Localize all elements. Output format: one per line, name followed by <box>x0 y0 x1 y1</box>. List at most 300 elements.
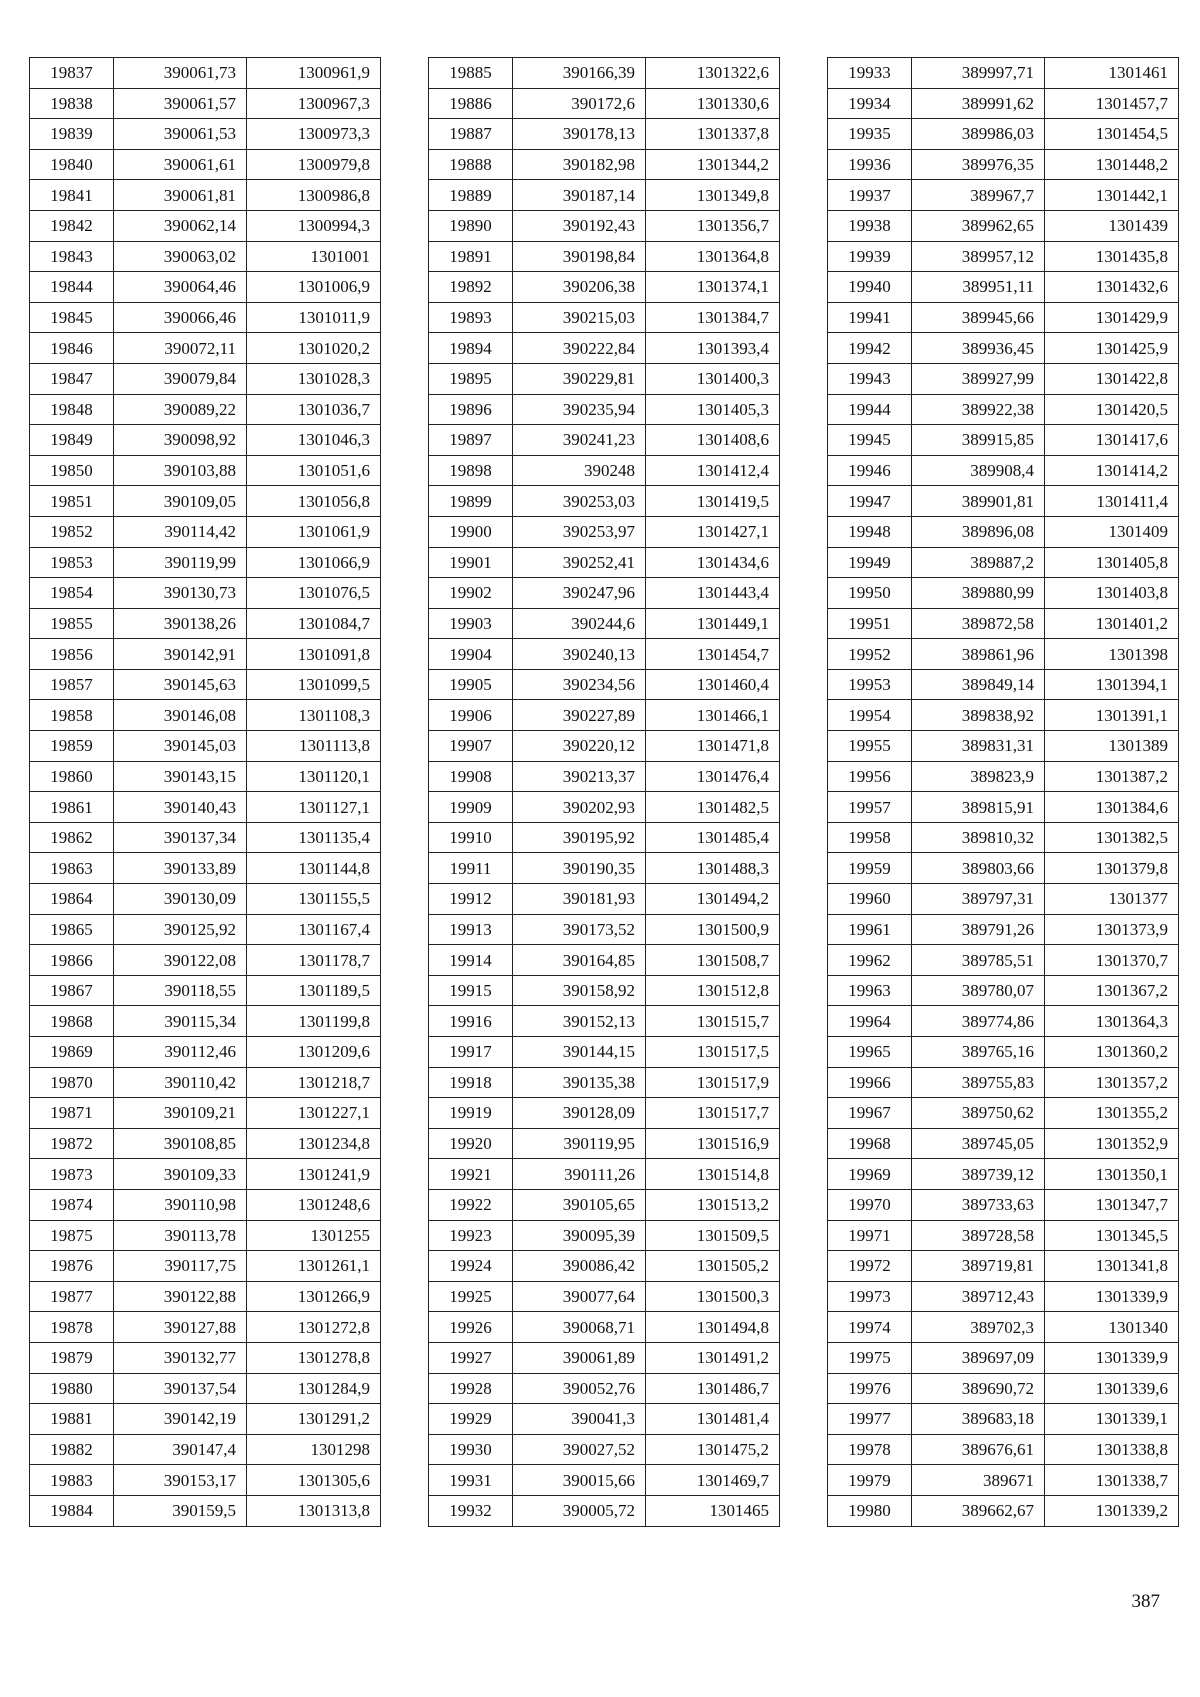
y-coordinate-cell: 1301393,4 <box>646 333 780 364</box>
x-coordinate-cell: 390061,53 <box>114 119 247 150</box>
point-number-cell: 19886 <box>429 88 513 119</box>
table-row <box>828 669 1179 700</box>
table-row <box>429 669 780 700</box>
y-coordinate-cell: 1301357,2 <box>1045 1067 1179 1098</box>
y-coordinate-cell: 1301505,2 <box>646 1251 780 1282</box>
table-row <box>429 455 780 486</box>
x-coordinate-cell: 390190,35 <box>513 853 646 884</box>
y-coordinate-cell: 1301255 <box>247 1220 381 1251</box>
point-number-cell: 19947 <box>828 486 912 517</box>
table-row <box>429 149 780 180</box>
point-number-cell: 19944 <box>828 394 912 425</box>
point-number-cell: 19871 <box>30 1098 114 1129</box>
y-coordinate-cell: 1301405,8 <box>1045 547 1179 578</box>
table-row <box>429 1281 780 1312</box>
point-number-cell: 19954 <box>828 700 912 731</box>
y-coordinate-cell: 1301377 <box>1045 884 1179 915</box>
table-row <box>429 822 780 853</box>
y-coordinate-cell: 1301481,4 <box>646 1404 780 1435</box>
x-coordinate-cell: 390119,95 <box>513 1128 646 1159</box>
table-row <box>828 1342 1179 1373</box>
x-coordinate-cell: 390182,98 <box>513 149 646 180</box>
x-coordinate-cell: 389901,81 <box>912 486 1045 517</box>
point-number-cell: 19885 <box>429 58 513 89</box>
x-coordinate-cell: 389908,4 <box>912 455 1045 486</box>
y-coordinate-cell: 1301434,6 <box>646 547 780 578</box>
point-number-cell: 19859 <box>30 731 114 762</box>
point-number-cell: 19940 <box>828 272 912 303</box>
y-coordinate-cell: 1301517,7 <box>646 1098 780 1129</box>
coordinate-table-2 <box>428 57 780 1527</box>
x-coordinate-cell: 389922,38 <box>912 394 1045 425</box>
x-coordinate-cell: 390114,42 <box>114 516 247 547</box>
table-row <box>429 1189 780 1220</box>
y-coordinate-cell: 1301313,8 <box>247 1495 381 1526</box>
y-coordinate-cell: 1301442,1 <box>1045 180 1179 211</box>
x-coordinate-cell: 390061,81 <box>114 180 247 211</box>
x-coordinate-cell: 390153,17 <box>114 1465 247 1496</box>
point-number-cell: 19866 <box>30 945 114 976</box>
table-row <box>429 394 780 425</box>
point-number-cell: 19962 <box>828 945 912 976</box>
table-row <box>828 1128 1179 1159</box>
table-row <box>828 1434 1179 1465</box>
x-coordinate-cell: 389849,14 <box>912 669 1045 700</box>
x-coordinate-cell: 390164,85 <box>513 945 646 976</box>
x-coordinate-cell: 390145,63 <box>114 669 247 700</box>
table-row <box>30 884 381 915</box>
point-number-cell: 19898 <box>429 455 513 486</box>
x-coordinate-cell: 390109,33 <box>114 1159 247 1190</box>
x-coordinate-cell: 390220,12 <box>513 731 646 762</box>
y-coordinate-cell: 1301514,8 <box>646 1159 780 1190</box>
table-row <box>30 1312 381 1343</box>
y-coordinate-cell: 1301476,4 <box>646 761 780 792</box>
point-number-cell: 19914 <box>429 945 513 976</box>
y-coordinate-cell: 1301227,1 <box>247 1098 381 1129</box>
point-number-cell: 19960 <box>828 884 912 915</box>
x-coordinate-cell: 389676,61 <box>912 1434 1045 1465</box>
x-coordinate-cell: 390248 <box>513 455 646 486</box>
y-coordinate-cell: 1301417,6 <box>1045 425 1179 456</box>
table-row <box>828 945 1179 976</box>
y-coordinate-cell: 1301127,1 <box>247 792 381 823</box>
y-coordinate-cell: 1301341,8 <box>1045 1251 1179 1282</box>
x-coordinate-cell: 390110,42 <box>114 1067 247 1098</box>
y-coordinate-cell: 1301387,2 <box>1045 761 1179 792</box>
table-row <box>429 731 780 762</box>
x-coordinate-cell: 390105,65 <box>513 1189 646 1220</box>
point-number-cell: 19948 <box>828 516 912 547</box>
point-number-cell: 19931 <box>429 1465 513 1496</box>
y-coordinate-cell: 1301337,8 <box>646 119 780 150</box>
point-number-cell: 19870 <box>30 1067 114 1098</box>
x-coordinate-cell: 390158,92 <box>513 975 646 1006</box>
y-coordinate-cell: 1300986,8 <box>247 180 381 211</box>
point-number-cell: 19903 <box>429 608 513 639</box>
point-number-cell: 19970 <box>828 1189 912 1220</box>
y-coordinate-cell: 1301330,6 <box>646 88 780 119</box>
point-number-cell: 19950 <box>828 578 912 609</box>
point-number-cell: 19965 <box>828 1037 912 1068</box>
x-coordinate-cell: 389815,91 <box>912 792 1045 823</box>
table-row <box>828 394 1179 425</box>
y-coordinate-cell: 1301482,5 <box>646 792 780 823</box>
y-coordinate-cell: 1301305,6 <box>247 1465 381 1496</box>
point-number-cell: 19967 <box>828 1098 912 1129</box>
point-number-cell: 19934 <box>828 88 912 119</box>
table-row <box>828 792 1179 823</box>
point-number-cell: 19939 <box>828 241 912 272</box>
y-coordinate-cell: 1301471,8 <box>646 731 780 762</box>
x-coordinate-cell: 390066,46 <box>114 302 247 333</box>
y-coordinate-cell: 1301432,6 <box>1045 272 1179 303</box>
table-row <box>30 792 381 823</box>
point-number-cell: 19853 <box>30 547 114 578</box>
x-coordinate-cell: 389755,83 <box>912 1067 1045 1098</box>
table-row <box>429 180 780 211</box>
point-number-cell: 19879 <box>30 1342 114 1373</box>
table-row <box>429 1312 780 1343</box>
table-row <box>828 516 1179 547</box>
y-coordinate-cell: 1301439 <box>1045 210 1179 241</box>
table-row <box>429 1342 780 1373</box>
x-coordinate-cell: 390068,71 <box>513 1312 646 1343</box>
point-number-cell: 19974 <box>828 1312 912 1343</box>
y-coordinate-cell: 1301486,7 <box>646 1373 780 1404</box>
x-coordinate-cell: 390138,26 <box>114 608 247 639</box>
point-number-cell: 19838 <box>30 88 114 119</box>
y-coordinate-cell: 1301135,4 <box>247 822 381 853</box>
y-coordinate-cell: 1301338,8 <box>1045 1434 1179 1465</box>
y-coordinate-cell: 1300961,9 <box>247 58 381 89</box>
point-number-cell: 19943 <box>828 363 912 394</box>
x-coordinate-cell: 389945,66 <box>912 302 1045 333</box>
x-coordinate-cell: 390119,99 <box>114 547 247 578</box>
x-coordinate-cell: 390133,89 <box>114 853 247 884</box>
point-number-cell: 19978 <box>828 1434 912 1465</box>
y-coordinate-cell: 1301284,9 <box>247 1373 381 1404</box>
table-row <box>828 272 1179 303</box>
x-coordinate-cell: 390062,14 <box>114 210 247 241</box>
point-number-cell: 19894 <box>429 333 513 364</box>
point-number-cell: 19955 <box>828 731 912 762</box>
table-row <box>828 761 1179 792</box>
y-coordinate-cell: 1301508,7 <box>646 945 780 976</box>
coordinate-table-3 <box>827 57 1179 1527</box>
x-coordinate-cell: 390247,96 <box>513 578 646 609</box>
x-coordinate-cell: 389774,86 <box>912 1006 1045 1037</box>
point-number-cell: 19863 <box>30 853 114 884</box>
table-row <box>429 608 780 639</box>
point-number-cell: 19913 <box>429 914 513 945</box>
table-row <box>30 119 381 150</box>
table-row <box>30 853 381 884</box>
point-number-cell: 19909 <box>429 792 513 823</box>
table-row <box>828 1465 1179 1496</box>
point-number-cell: 19918 <box>429 1067 513 1098</box>
point-number-cell: 19973 <box>828 1281 912 1312</box>
table-row <box>828 149 1179 180</box>
x-coordinate-cell: 390234,56 <box>513 669 646 700</box>
y-coordinate-cell: 1301443,4 <box>646 578 780 609</box>
y-coordinate-cell: 1301379,8 <box>1045 853 1179 884</box>
x-coordinate-cell: 390109,21 <box>114 1098 247 1129</box>
y-coordinate-cell: 1301167,4 <box>247 914 381 945</box>
point-number-cell: 19847 <box>30 363 114 394</box>
y-coordinate-cell: 1301322,6 <box>646 58 780 89</box>
x-coordinate-cell: 390198,84 <box>513 241 646 272</box>
table-row <box>828 914 1179 945</box>
point-number-cell: 19964 <box>828 1006 912 1037</box>
point-number-cell: 19861 <box>30 792 114 823</box>
point-number-cell: 19841 <box>30 180 114 211</box>
table-row <box>429 1465 780 1496</box>
y-coordinate-cell: 1301291,2 <box>247 1404 381 1435</box>
table-row <box>429 578 780 609</box>
point-number-cell: 19906 <box>429 700 513 731</box>
y-coordinate-cell: 1301076,5 <box>247 578 381 609</box>
point-number-cell: 19881 <box>30 1404 114 1435</box>
y-coordinate-cell: 1301475,2 <box>646 1434 780 1465</box>
table-row <box>30 1373 381 1404</box>
point-number-cell: 19877 <box>30 1281 114 1312</box>
x-coordinate-cell: 390117,75 <box>114 1251 247 1282</box>
point-number-cell: 19862 <box>30 822 114 853</box>
table-row <box>30 1006 381 1037</box>
point-number-cell: 19874 <box>30 1189 114 1220</box>
point-number-cell: 19893 <box>429 302 513 333</box>
x-coordinate-cell: 390041,3 <box>513 1404 646 1435</box>
table-row <box>30 241 381 272</box>
point-number-cell: 19942 <box>828 333 912 364</box>
point-number-cell: 19927 <box>429 1342 513 1373</box>
point-number-cell: 19854 <box>30 578 114 609</box>
x-coordinate-cell: 390192,43 <box>513 210 646 241</box>
x-coordinate-cell: 390125,92 <box>114 914 247 945</box>
point-number-cell: 19896 <box>429 394 513 425</box>
point-number-cell: 19933 <box>828 58 912 89</box>
x-coordinate-cell: 390115,34 <box>114 1006 247 1037</box>
x-coordinate-cell: 390130,09 <box>114 884 247 915</box>
table-row <box>828 180 1179 211</box>
y-coordinate-cell: 1301061,9 <box>247 516 381 547</box>
point-number-cell: 19904 <box>429 639 513 670</box>
x-coordinate-cell: 390222,84 <box>513 333 646 364</box>
x-coordinate-cell: 389785,51 <box>912 945 1045 976</box>
x-coordinate-cell: 390027,52 <box>513 1434 646 1465</box>
point-number-cell: 19856 <box>30 639 114 670</box>
point-number-cell: 19963 <box>828 975 912 1006</box>
x-coordinate-cell: 390159,5 <box>114 1495 247 1526</box>
point-number-cell: 19922 <box>429 1189 513 1220</box>
x-coordinate-cell: 390143,15 <box>114 761 247 792</box>
point-number-cell: 19959 <box>828 853 912 884</box>
x-coordinate-cell: 390063,02 <box>114 241 247 272</box>
point-number-cell: 19855 <box>30 608 114 639</box>
x-coordinate-cell: 390135,38 <box>513 1067 646 1098</box>
x-coordinate-cell: 390215,03 <box>513 302 646 333</box>
point-number-cell: 19899 <box>429 486 513 517</box>
x-coordinate-cell: 390098,92 <box>114 425 247 456</box>
x-coordinate-cell: 389831,31 <box>912 731 1045 762</box>
point-number-cell: 19966 <box>828 1067 912 1098</box>
x-coordinate-cell: 389986,03 <box>912 119 1045 150</box>
y-coordinate-cell: 1301340 <box>1045 1312 1179 1343</box>
table-row <box>429 119 780 150</box>
point-number-cell: 19938 <box>828 210 912 241</box>
table-row <box>429 700 780 731</box>
table-row <box>429 1373 780 1404</box>
y-coordinate-cell: 1301298 <box>247 1434 381 1465</box>
y-coordinate-cell: 1301384,7 <box>646 302 780 333</box>
table-row <box>429 1067 780 1098</box>
y-coordinate-cell: 1301120,1 <box>247 761 381 792</box>
x-coordinate-cell: 389991,62 <box>912 88 1045 119</box>
x-coordinate-cell: 390064,46 <box>114 272 247 303</box>
y-coordinate-cell: 1301517,9 <box>646 1067 780 1098</box>
table-row <box>828 1189 1179 1220</box>
point-number-cell: 19929 <box>429 1404 513 1435</box>
point-number-cell: 19980 <box>828 1495 912 1526</box>
y-coordinate-cell: 1301051,6 <box>247 455 381 486</box>
y-coordinate-cell: 1301339,1 <box>1045 1404 1179 1435</box>
y-coordinate-cell: 1301394,1 <box>1045 669 1179 700</box>
y-coordinate-cell: 1301500,3 <box>646 1281 780 1312</box>
table-row <box>30 608 381 639</box>
y-coordinate-cell: 1301409 <box>1045 516 1179 547</box>
table-row <box>828 1006 1179 1037</box>
y-coordinate-cell: 1301266,9 <box>247 1281 381 1312</box>
table-row <box>30 1281 381 1312</box>
x-coordinate-cell: 390112,46 <box>114 1037 247 1068</box>
y-coordinate-cell: 1301364,3 <box>1045 1006 1179 1037</box>
table-row <box>429 516 780 547</box>
y-coordinate-cell: 1301178,7 <box>247 945 381 976</box>
point-number-cell: 19840 <box>30 149 114 180</box>
y-coordinate-cell: 1301401,2 <box>1045 608 1179 639</box>
point-number-cell: 19949 <box>828 547 912 578</box>
table-row <box>30 88 381 119</box>
x-coordinate-cell: 390137,54 <box>114 1373 247 1404</box>
point-number-cell: 19844 <box>30 272 114 303</box>
table-row <box>429 333 780 364</box>
point-number-cell: 19888 <box>429 149 513 180</box>
point-number-cell: 19846 <box>30 333 114 364</box>
y-coordinate-cell: 1301457,7 <box>1045 88 1179 119</box>
x-coordinate-cell: 390142,19 <box>114 1404 247 1435</box>
y-coordinate-cell: 1301278,8 <box>247 1342 381 1373</box>
table-row <box>429 1404 780 1435</box>
table-row <box>828 1312 1179 1343</box>
point-number-cell: 19979 <box>828 1465 912 1496</box>
y-coordinate-cell: 1301515,7 <box>646 1006 780 1037</box>
table-row <box>30 578 381 609</box>
table-row <box>828 88 1179 119</box>
point-number-cell: 19917 <box>429 1037 513 1068</box>
x-coordinate-cell: 390146,08 <box>114 700 247 731</box>
table-row <box>429 363 780 394</box>
x-coordinate-cell: 389745,05 <box>912 1128 1045 1159</box>
x-coordinate-cell: 390061,89 <box>513 1342 646 1373</box>
y-coordinate-cell: 1301360,2 <box>1045 1037 1179 1068</box>
table-row <box>30 180 381 211</box>
y-coordinate-cell: 1301339,6 <box>1045 1373 1179 1404</box>
x-coordinate-cell: 390178,13 <box>513 119 646 150</box>
x-coordinate-cell: 389671 <box>912 1465 1045 1496</box>
point-number-cell: 19901 <box>429 547 513 578</box>
table-row <box>30 1342 381 1373</box>
y-coordinate-cell: 1301339,2 <box>1045 1495 1179 1526</box>
table-row <box>828 486 1179 517</box>
table-row <box>429 88 780 119</box>
point-number-cell: 19935 <box>828 119 912 150</box>
point-number-cell: 19892 <box>429 272 513 303</box>
table-row <box>30 731 381 762</box>
table-row <box>429 792 780 823</box>
y-coordinate-cell: 1301373,9 <box>1045 914 1179 945</box>
table-row <box>429 272 780 303</box>
x-coordinate-cell: 390227,89 <box>513 700 646 731</box>
y-coordinate-cell: 1301339,9 <box>1045 1281 1179 1312</box>
x-coordinate-cell: 390142,91 <box>114 639 247 670</box>
table-row <box>828 1251 1179 1282</box>
x-coordinate-cell: 390253,03 <box>513 486 646 517</box>
y-coordinate-cell: 1301454,5 <box>1045 119 1179 150</box>
x-coordinate-cell: 390213,37 <box>513 761 646 792</box>
page-number: 387 <box>1131 1591 1160 1612</box>
x-coordinate-cell: 390140,43 <box>114 792 247 823</box>
point-number-cell: 19928 <box>429 1373 513 1404</box>
table-row <box>828 547 1179 578</box>
table-row <box>30 1495 381 1526</box>
table-row <box>30 58 381 89</box>
y-coordinate-cell: 1301339,9 <box>1045 1342 1179 1373</box>
y-coordinate-cell: 1301248,6 <box>247 1189 381 1220</box>
x-coordinate-cell: 390052,76 <box>513 1373 646 1404</box>
y-coordinate-cell: 1301485,4 <box>646 822 780 853</box>
y-coordinate-cell: 1301352,9 <box>1045 1128 1179 1159</box>
x-coordinate-cell: 389683,18 <box>912 1404 1045 1435</box>
table-row <box>30 1159 381 1190</box>
x-coordinate-cell: 390195,92 <box>513 822 646 853</box>
table-row <box>429 761 780 792</box>
table-row <box>30 1189 381 1220</box>
table-row <box>429 241 780 272</box>
x-coordinate-cell: 389780,07 <box>912 975 1045 1006</box>
x-coordinate-cell: 390144,15 <box>513 1037 646 1068</box>
point-number-cell: 19919 <box>429 1098 513 1129</box>
table-row <box>828 1495 1179 1526</box>
table-row <box>828 119 1179 150</box>
x-coordinate-cell: 389765,16 <box>912 1037 1045 1068</box>
y-coordinate-cell: 1300994,3 <box>247 210 381 241</box>
point-number-cell: 19945 <box>828 425 912 456</box>
table-row <box>30 547 381 578</box>
point-number-cell: 19891 <box>429 241 513 272</box>
y-coordinate-cell: 1301370,7 <box>1045 945 1179 976</box>
table-row <box>30 822 381 853</box>
table-row <box>30 639 381 670</box>
y-coordinate-cell: 1301488,3 <box>646 853 780 884</box>
point-number-cell: 19875 <box>30 1220 114 1251</box>
x-coordinate-cell: 390240,13 <box>513 639 646 670</box>
y-coordinate-cell: 1301091,8 <box>247 639 381 670</box>
x-coordinate-cell: 389997,71 <box>912 58 1045 89</box>
x-coordinate-cell: 389927,99 <box>912 363 1045 394</box>
x-coordinate-cell: 389797,31 <box>912 884 1045 915</box>
x-coordinate-cell: 389728,58 <box>912 1220 1045 1251</box>
